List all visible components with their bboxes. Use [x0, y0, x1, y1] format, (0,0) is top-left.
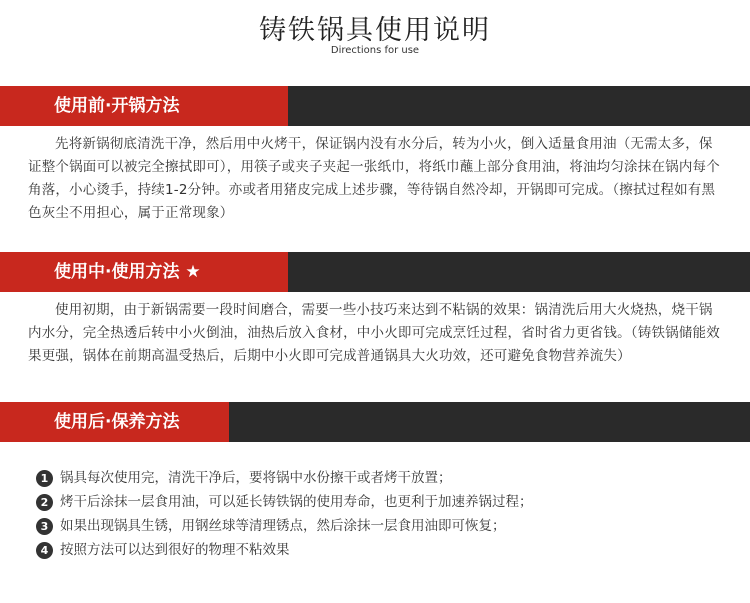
step-number-badge: 2: [36, 494, 53, 511]
list-item: [36, 538, 726, 562]
list-item: [36, 490, 726, 514]
step-number-badge: 4: [36, 542, 53, 559]
section-body-during-use: 使用初期，由于新锅需要一段时间磨合，需要一些小技巧来达到不粘锅的效果：锅清洗后用大火烧热，烧干锅内水分，完全热透后转中小火倒油，油热后放入食材，中小火即可完成烹饪过程，省时省力更省钱。（铸铁锅储能效果更强，锅体在前期高温受热后，后期中小火即可完成普通锅具大火功效，还可避免食物营养流失）: [28, 302, 720, 364]
section-band-during-use: [0, 252, 750, 292]
section-heading-during-use: 使用中·使用方法 ★: [54, 262, 201, 282]
step-text: 按照方法可以达到很好的物理不粘效果: [60, 542, 290, 558]
section-heading-after-use: 使用后·保养方法: [54, 412, 180, 432]
step-text: 锅具每次使用完，清洗干净后，要将锅中水份擦干或者烤干放置；: [60, 470, 452, 486]
section-heading-before-use: 使用前·开锅方法: [54, 96, 180, 116]
care-steps-list: [36, 466, 726, 562]
step-number-badge: 1: [36, 470, 53, 487]
step-text: 烤干后涂抹一层食用油，可以延长铸铁锅的使用寿命，也更利于加速养锅过程；: [60, 494, 533, 510]
list-item: [36, 466, 726, 490]
step-text: 如果出现锅具生锈，用钢丝球等清理锈点，然后涂抹一层食用油即可恢复；: [60, 518, 506, 534]
list-item: [36, 514, 726, 538]
section-band-after-use: [0, 402, 750, 442]
page-title: 铸铁锅具使用说明: [259, 15, 491, 46]
section-band-before-use: [0, 86, 750, 126]
page-subtitle: Directions for use: [330, 45, 420, 56]
section-body-before-use: 先将新锅彻底清洗干净，然后用中火烤干，保证锅内没有水分后，转为小火，倒入适量食用油（无需太多，保证整个锅面可以被完全擦拭即可），用筷子或夹子夹起一张纸巾，将纸巾蘸上部分食用油，将油均匀涂抹在锅内每个角落，小心烫手，持续1-2分钟。亦或者用猪皮完成上述步骤，等待锅自然冷却，开锅即可完成。（擦拭过程如有黑色灰尘不用担心，属于正常现象）: [28, 136, 720, 221]
step-number-badge: 3: [36, 518, 53, 535]
